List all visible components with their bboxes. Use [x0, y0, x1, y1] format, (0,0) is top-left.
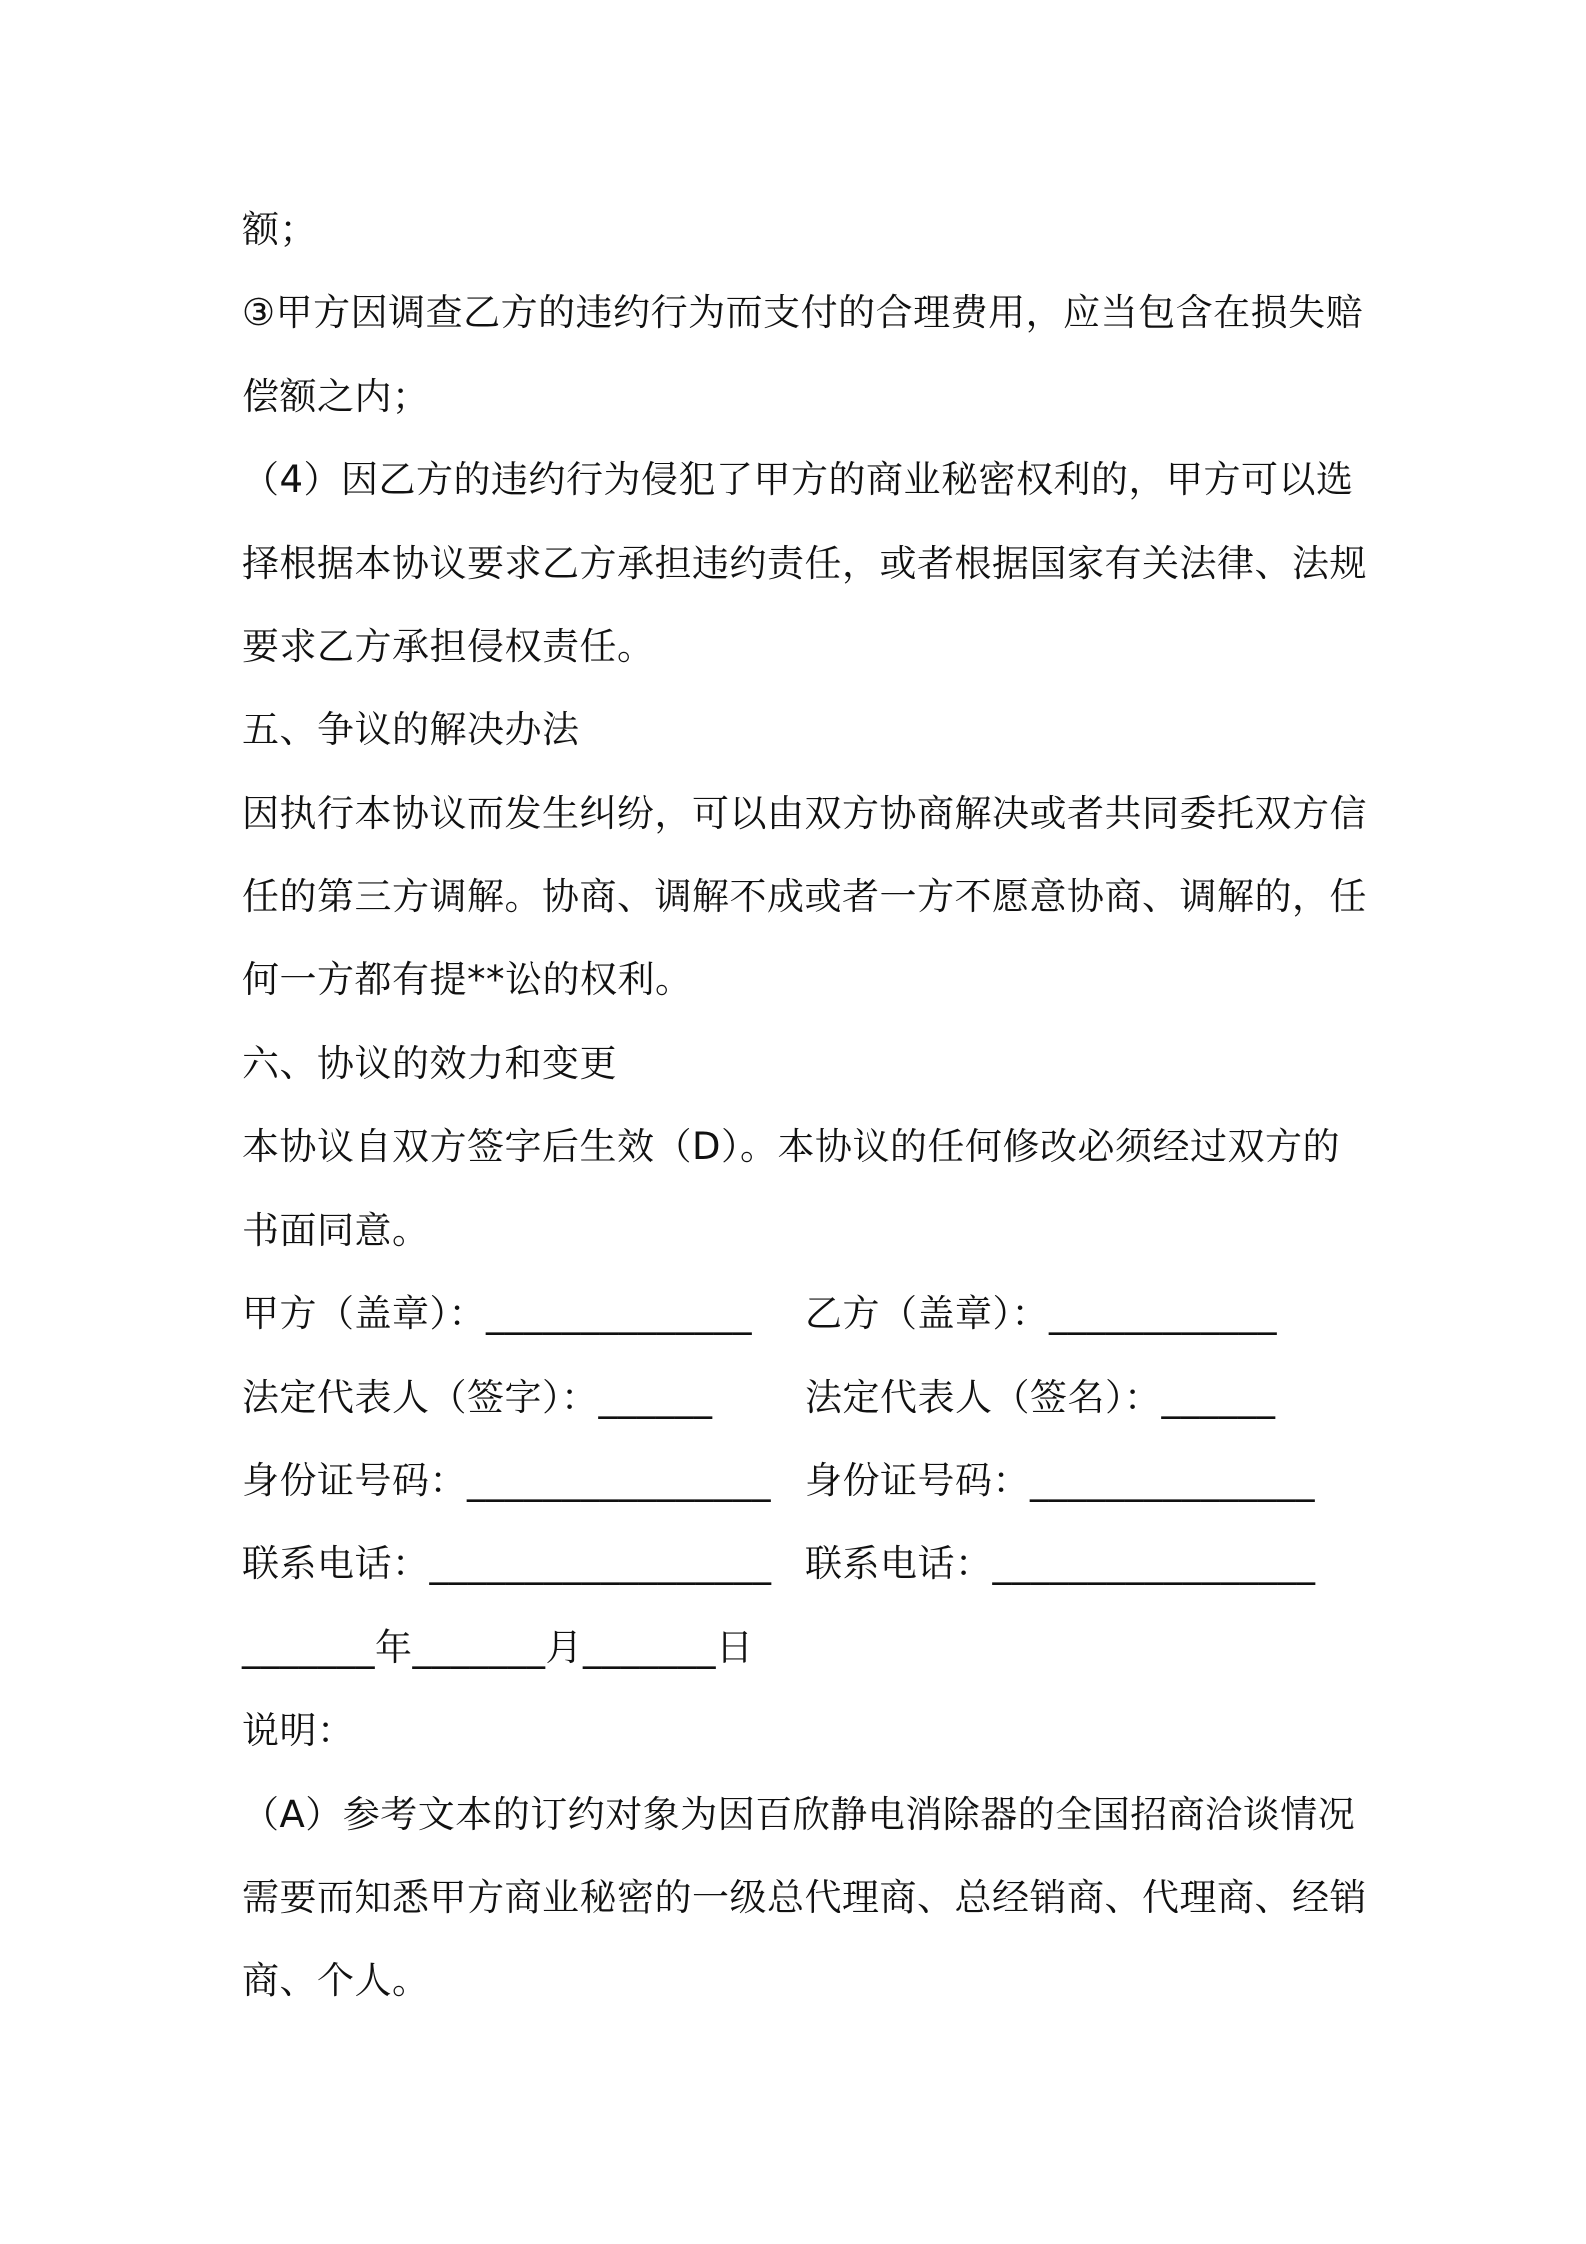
- text-line-1: 额；: [242, 208, 317, 251]
- notes-line-2: 需要而知悉甲方商业秘密的一级总代理商、总经销商、代理商、经销: [242, 1876, 1367, 1919]
- text-line-5: 择根据本协议要求乙方承担违约责任，或者根据国家有关法律、法规: [242, 542, 1367, 585]
- text-line-3: 偿额之内；: [242, 375, 430, 418]
- notes-line-3: 商、个人。: [242, 1959, 430, 2002]
- party-b-phone-field: 联系电话：_________________: [805, 1542, 1316, 1585]
- text-line-9: 任的第三方调解。协商、调解不成或者一方不愿意协商、调解的，任: [242, 875, 1367, 918]
- party-a-phone-field: 联系电话：__________________: [242, 1542, 772, 1585]
- party-b-seal-field: 乙方（盖章）：____________: [805, 1292, 1277, 1335]
- party-a-seal-field: 甲方（盖章）：______________: [242, 1292, 752, 1335]
- text-line-10: 何一方都有提**讼的权利。: [242, 958, 693, 1001]
- party-a-representative-field: 法定代表人（签字）：______: [242, 1376, 713, 1419]
- party-a-id-number-field: 身份证号码：________________: [242, 1459, 771, 1502]
- section-heading-5: 五、争议的解决办法: [242, 708, 580, 751]
- notes-heading: 说明：: [242, 1709, 355, 1752]
- text-line-13: 书面同意。: [242, 1209, 430, 1252]
- text-line-8: 因执行本协议而发生纠纷，可以由双方协商解决或者共同委托双方信: [242, 792, 1367, 835]
- text-line-4: （4）因乙方的违约行为侵犯了甲方的商业秘密权利的，甲方可以选: [242, 458, 1354, 501]
- section-heading-6: 六、协议的效力和变更: [242, 1042, 617, 1085]
- date-field: _______年_______月_______日: [242, 1626, 754, 1669]
- text-line-6: 要求乙方承担侵权责任。: [242, 625, 655, 668]
- text-line-12: 本协议自双方签字后生效（D）。本协议的任何修改必须经过双方的: [242, 1125, 1340, 1168]
- text-line-2: ③甲方因调查乙方的违约行为而支付的合理费用，应当包含在损失赔: [242, 291, 1364, 334]
- party-b-id-number-field: 身份证号码：_______________: [805, 1459, 1315, 1502]
- notes-line-1: （A）参考文本的订约对象为因百欣静电消除器的全国招商洽谈情况: [242, 1793, 1356, 1836]
- party-b-representative-field: 法定代表人（签名）：______: [805, 1376, 1276, 1419]
